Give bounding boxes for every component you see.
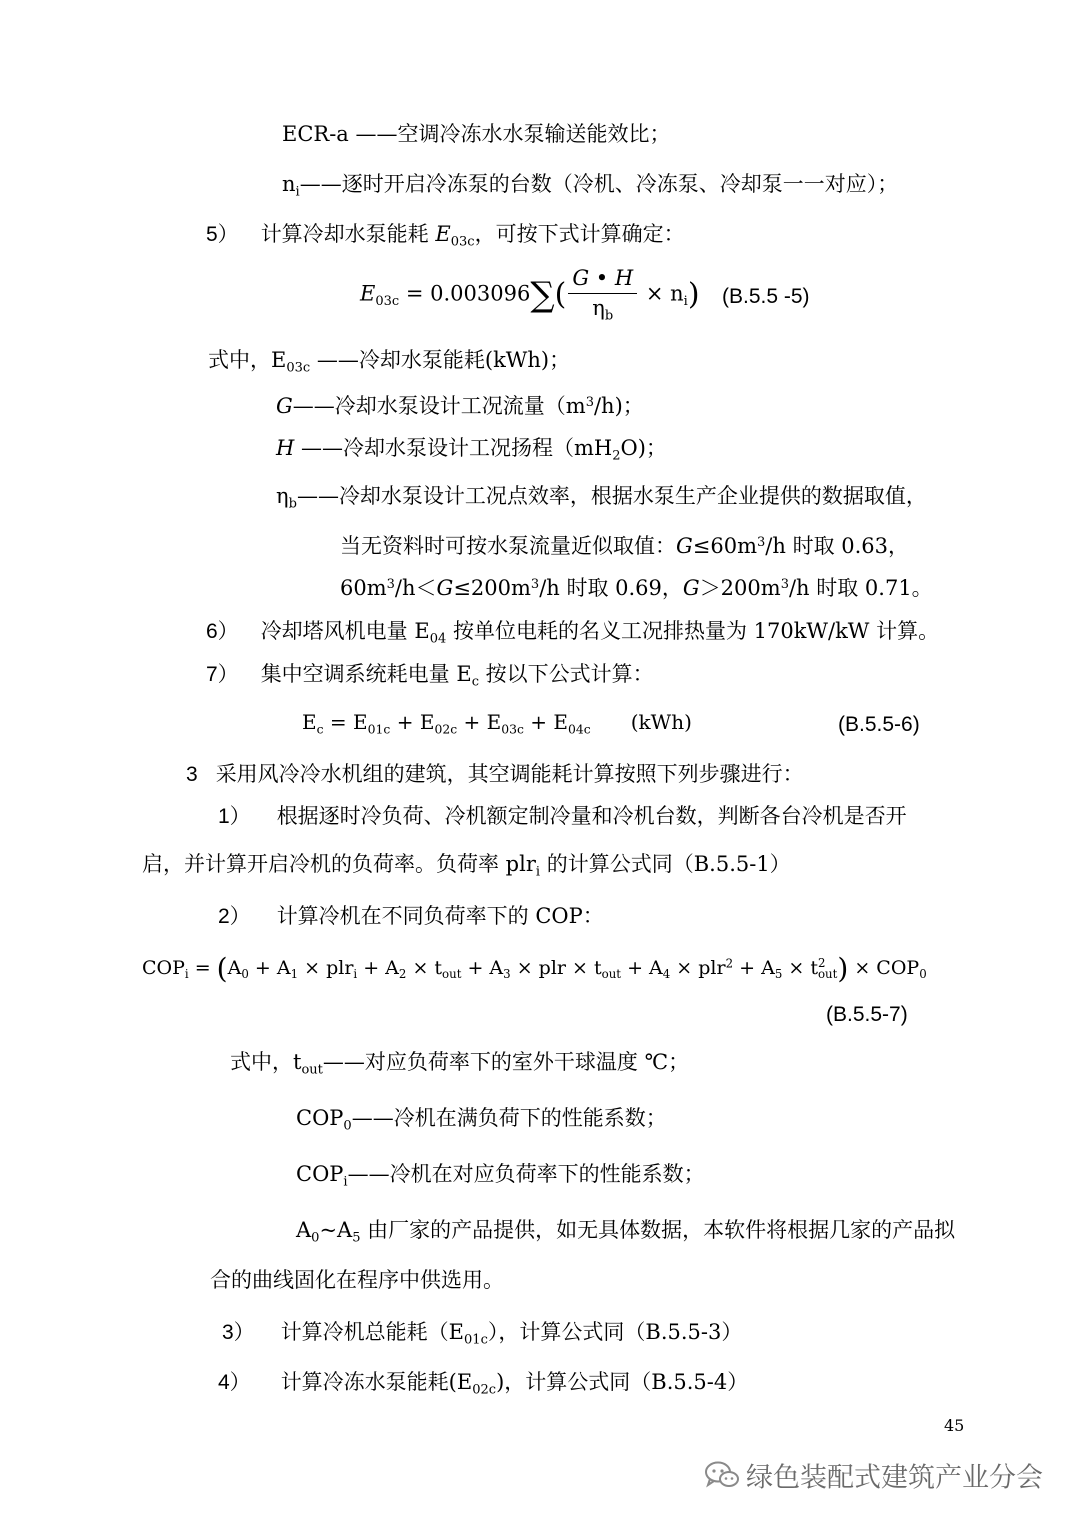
equation-tag-b-5-5-7: (B.5.5-7) [826,1003,908,1026]
eq5-numerator: G • H [568,266,637,294]
sub-step-1: 1） 根据逐时冷负荷、冷机额定制冷量和冷机台数，判断各台冷机是否开 [218,804,907,828]
equation-b-5-5-5: $E_{03c} = 0.003096\sum$( $\frac{G • H}{\eta_b}$ × $n_i$) [360,266,700,324]
def-eta-b-cont-1: 当无资料时可按水泵流量近似取值：$G\le 60m^3/h$ 时取 0.63， [340,534,910,558]
equation-b-5-5-6: $E_c = E_{01c} + E_{02c} + E_{03c} + E_{04c}$ (kWh) [302,710,692,737]
eq5-denominator: $\eta_b$ [592,296,614,324]
def-copi: $COP_i——$冷机在对应负荷率下的性能系数； [296,1162,705,1190]
footer-text: 绿色装配式建筑产业分会 [746,1462,1043,1494]
def-g: G——冷却水泵设计工况流量$(m^3/h)$； [276,394,644,418]
def-eta-b: $\eta_b——$冷却水泵设计工况点效率，根据水泵生产企业提供的数据取值， [276,484,927,512]
def-ni: $n_i——$逐时开启冷冻泵的台数（冷机、冷冻泵、冷却泵一一对应）； [282,172,899,200]
sub-step-1-cont: 启，并计算开启冷机的负荷率。负荷率 plr$_i$ 的计算公式同（B.5.5-1） [142,852,791,880]
step-7: 7） 集中空调系统耗电量 $E_c$ 按以下公式计算： [206,662,654,690]
item-3-heading: 3 采用风冷冷水机组的建筑，其空调能耗计算按照下列步骤进行： [186,762,804,786]
def-a0-a5: $A_0\sim A_5$ 由厂家的产品提供，如无具体数据，本软件将根据几家的产品拟 [296,1218,956,1246]
def-a0-a5-cont: 合的曲线固化在程序中供选用。 [210,1268,504,1292]
step-6: 6） 冷却塔风机电量 $E_{04}$ 按单位电耗的名义工况排热量为 170kW/kW 计算。 [206,619,940,647]
sub-step-4: 4） 计算冷冻水泵能耗$(E_{02c})$，计算公式同（B.5.5-4） [218,1370,749,1398]
equation-tag-b-5-5-5: (B.5.5 -5) [722,285,810,308]
def-ecr-a: ECR-a ——空调冷冻水水泵输送能效比； [282,122,671,146]
def-cop0: $COP_0——$冷机在满负荷下的性能系数； [296,1106,667,1134]
where-e03c: 式中，$E_{03c}$ ——冷却水泵能耗(kWh)； [208,348,571,376]
where-tout: 式中，$t_{out}——$对应负荷率下的室外干球温度 ℃； [230,1050,690,1078]
eq5-fraction [568,266,637,324]
equation-tag-b-5-5-6: (B.5.5-6) [838,713,920,736]
wechat-icon [704,1460,740,1498]
sub-step-2: 2） 计算冷机在不同负荷率下的 COP： [218,904,604,928]
sub-step-3: 3） 计算冷机总能耗$(E_{01c})$，计算公式同（B.5.5-3） [222,1320,743,1348]
footer-watermark [704,1460,1043,1498]
def-h: H ——冷却水泵设计工况扬程$(mH_2O)$； [276,436,667,464]
page-number: 45 [944,1416,965,1435]
step-5-heading: 5） 计算冷却水泵能耗 $E_{03c}$，可按下式计算确定： [206,222,685,250]
equation-b-5-5-7: $COP_i = (A_0 + A_1 \times plr_i + A_2 \times t_{out} + A_3$ × plr × $t_{out} + A_4 \times plr^2 + A_5 \times t$ 2 out ) × $COP_0$ [142,952,927,985]
def-eta-b-cont-2: $60m^3/h<G\le 200m^3/h$ 时取 0.69，$G>200m^3/h$ 时取 0.71。 [340,576,933,600]
